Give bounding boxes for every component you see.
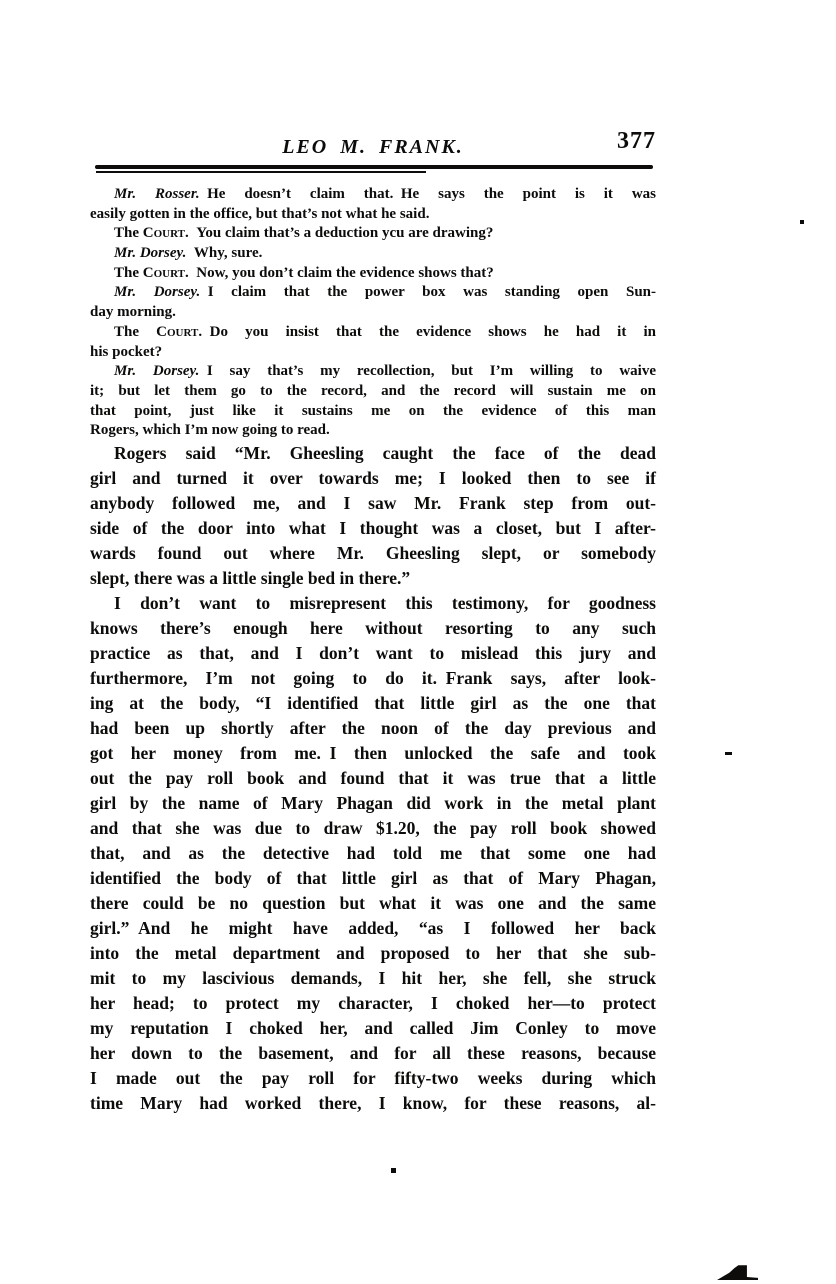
header-rule: [95, 165, 653, 169]
page-number: 377: [617, 128, 656, 154]
text-line: [90, 244, 656, 264]
text-line: [90, 343, 656, 363]
text-line: [90, 205, 656, 225]
text-segment: Rogers, which I’m now going to read.: [90, 422, 330, 439]
text-line: [90, 691, 656, 716]
text-segment: Why, sure.: [186, 245, 263, 262]
text-segment: Mr. Dorsey.: [114, 245, 187, 262]
text-segment: there could be no question but what it was one and the same: [90, 893, 656, 913]
text-line: [90, 382, 656, 402]
text-segment: mit to my lascivious demands, I hit her, she fell, she struck: [90, 968, 656, 988]
text-line: [90, 891, 656, 916]
text-segment: into the metal department and proposed to her that she sub-: [90, 943, 656, 963]
text-line: [90, 566, 656, 591]
text-segment: practice as that, and I don’t want to mislead this jury and: [90, 643, 656, 663]
text-segment: The: [114, 264, 143, 281]
text-line: [90, 966, 656, 991]
text-line: [90, 816, 656, 841]
text-line: [90, 1091, 656, 1116]
text-line: [90, 466, 656, 491]
text-segment: his pocket?: [90, 343, 163, 360]
text-line: [90, 1041, 656, 1066]
transcript-dialogue: [90, 185, 656, 441]
scan-artifact-dot: [800, 220, 804, 224]
text-segment: that, and as the detective had told me that some one had: [90, 843, 656, 863]
text-segment: ing at the body, “I identified that little girl as the one that: [90, 693, 656, 713]
text-line: [90, 591, 656, 616]
scan-artifact-dash: [725, 752, 732, 755]
text-segment: girl by the name of Mary Phagan did work in the metal plant: [90, 793, 656, 813]
text-segment: it; but let them go to the record, and the record will sustain me on: [90, 382, 656, 399]
text-line: [90, 866, 656, 891]
text-line: [90, 991, 656, 1016]
text-line: [90, 323, 656, 343]
text-line: [90, 1016, 656, 1041]
text-line: [90, 741, 656, 766]
text-segment: girl and turned it over towards me; I looked then to see if: [90, 468, 656, 488]
text-segment: Rogers said “Mr. Gheesling caught the face of the dead: [114, 443, 656, 463]
text-segment: slept, there was a little single bed in there.”: [90, 568, 411, 588]
text-line: [90, 666, 656, 691]
text-segment: side of the door into what I thought was a closet, but I after-: [90, 518, 656, 538]
text-line: [90, 616, 656, 641]
text-segment: Mr. Rosser.: [114, 186, 200, 202]
text-line: [90, 421, 656, 441]
text-line: [90, 716, 656, 741]
text-line: [90, 541, 656, 566]
text-line: [90, 941, 656, 966]
text-line: [90, 791, 656, 816]
text-line: [90, 264, 656, 284]
text-segment: I say that’s my recollection, but I’m willing to waive: [199, 363, 656, 380]
text-segment: furthermore, I’m not going to do it. Frank says, after look-: [90, 668, 656, 688]
text-line: [90, 283, 656, 303]
text-segment: had been up shortly after the noon of the day previous and: [90, 718, 656, 738]
text-segment: knows there’s enough here without resorting to any such: [90, 618, 656, 638]
text-segment: The: [114, 225, 143, 242]
text-segment: Court.: [142, 225, 189, 242]
text-segment: her head; to protect my character, I choked her—to protect: [90, 993, 656, 1013]
text-segment: I made out the pay roll for fifty-two weeks during which: [90, 1068, 656, 1088]
text-segment: identified the body of that little girl as that of Mary Phagan,: [90, 868, 656, 888]
text-segment: Do you insist that the evidence shows he had it in: [202, 323, 656, 340]
scan-artifact-dot: [391, 1168, 396, 1173]
text-segment: and that she was due to draw $1.20, the pay roll book showed: [90, 818, 656, 838]
text-line: [90, 441, 656, 466]
text-segment: time Mary had worked there, I know, for these reasons, al-: [90, 1093, 656, 1113]
text-segment: You claim that’s a deduction ycu are drawing?: [188, 225, 494, 242]
text-line: [90, 766, 656, 791]
text-segment: I claim that the power box was standing open Sun-: [200, 284, 656, 301]
header-rule-thin: [96, 171, 426, 173]
text-line: [90, 303, 656, 323]
text-segment: my reputation I choked her, and called Jim Conley to move: [90, 1018, 656, 1038]
text-segment: her down to the basement, and for all these reasons, because: [90, 1043, 656, 1063]
text-line: [90, 841, 656, 866]
text-segment: out the pay roll book and found that it was true that a little: [90, 768, 656, 788]
text-segment: wards found out where Mr. Gheesling slept, or somebody: [90, 543, 656, 563]
text-line: [90, 224, 656, 244]
text-segment: that point, just like it sustains me on the evidence of this man: [90, 402, 656, 419]
text-segment: The: [114, 323, 157, 340]
text-line: [90, 641, 656, 666]
text-segment: day morning.: [90, 304, 176, 321]
text-segment: Mr. Dorsey.: [114, 284, 201, 301]
text-segment: He doesn’t claim that. He says the point is it was: [199, 186, 656, 202]
text-line: [90, 491, 656, 516]
text-line: [90, 362, 656, 382]
text-line: [90, 916, 656, 941]
scan-artifact-wedge: [717, 1265, 758, 1280]
text-line: [90, 402, 656, 422]
text-segment: got her money from me. I then unlocked the safe and took: [90, 743, 656, 763]
text-segment: Court.: [142, 264, 189, 281]
text-line: [90, 185, 656, 205]
running-title: LEO M. FRANK.: [282, 136, 464, 158]
text-segment: girl.” And he might have added, “as I followed her back: [90, 918, 656, 938]
text-segment: easily gotten in the office, but that’s not what he said.: [90, 205, 430, 222]
text-segment: Now, you don’t claim the evidence shows that?: [188, 264, 494, 281]
text-segment: anybody followed me, and I saw Mr. Frank step from out-: [90, 493, 656, 513]
text-line: [90, 516, 656, 541]
argument-body-text: [90, 441, 656, 1116]
text-segment: Mr. Dorsey.: [114, 363, 200, 380]
text-segment: I don’t want to misrepresent this testimony, for goodness: [114, 593, 656, 613]
text-segment: Court.: [156, 323, 203, 340]
text-line: [90, 1066, 656, 1091]
